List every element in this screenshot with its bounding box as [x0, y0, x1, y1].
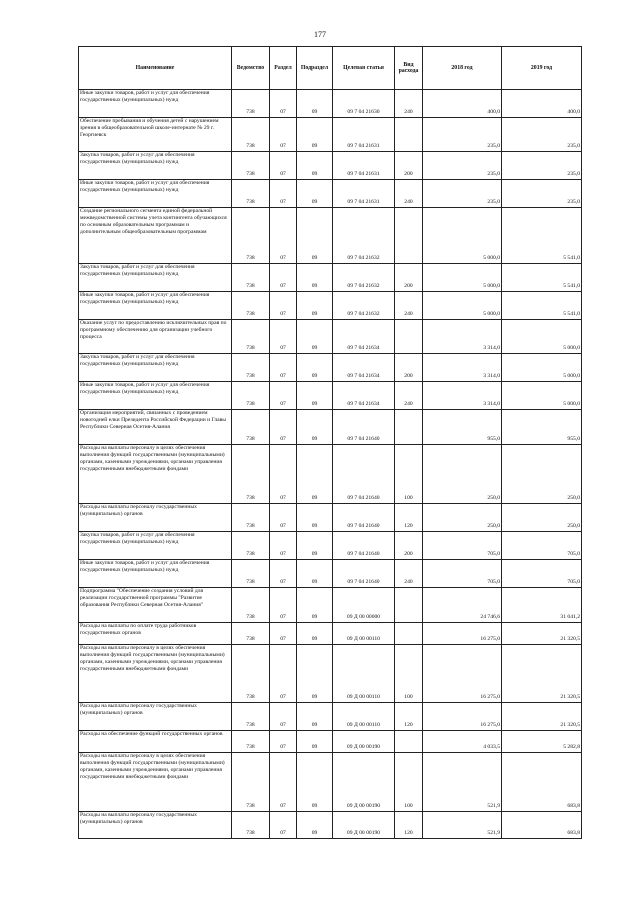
cell-y2018: 16 275,0: [423, 703, 502, 731]
table-row: [79, 445, 582, 504]
cell-exp-type: [395, 588, 423, 623]
cell-dept: 738: [232, 753, 270, 812]
table-row: [79, 180, 582, 208]
cell-name: Иные закупки товаров, работ и услуг для обеспечения государственных (муниципальных) нужд: [79, 382, 232, 410]
cell-y2019: 235,0: [502, 152, 582, 180]
cell-dept: 738: [232, 731, 270, 753]
table-row: [79, 753, 582, 812]
cell-y2019: 5 000,0: [502, 320, 582, 354]
cell-exp-type: 120: [395, 703, 423, 731]
cell-y2019: 5 541,0: [502, 292, 582, 320]
cell-y2019: 5 000,0: [502, 382, 582, 410]
cell-subsection: 09: [297, 560, 333, 588]
cell-y2018: 400,0: [423, 90, 502, 118]
cell-target: 09 7 04 21634: [333, 382, 395, 410]
cell-y2018: 521,9: [423, 812, 502, 839]
table-row: [79, 382, 582, 410]
cell-y2019: 235,0: [502, 118, 582, 152]
cell-subsection: 09: [297, 410, 333, 445]
cell-subsection: 09: [297, 753, 333, 812]
cell-dept: 738: [232, 812, 270, 839]
table-row: [79, 560, 582, 588]
cell-name: Расходы на выплаты персоналу в целях обеспечения выполнения функций государственными (муниципальными) органами, казенными учреждениями, органами управления государственными внебюджетными фондами: [79, 645, 232, 703]
cell-dept: 738: [232, 382, 270, 410]
cell-target: 09 Д 00 00110: [333, 623, 395, 645]
cell-subsection: 09: [297, 731, 333, 753]
table-row: [79, 703, 582, 731]
cell-section: 07: [270, 410, 297, 445]
cell-dept: 738: [232, 264, 270, 292]
table-row: [79, 208, 582, 264]
cell-exp-type: [395, 118, 423, 152]
cell-section: 07: [270, 382, 297, 410]
cell-dept: 738: [232, 410, 270, 445]
cell-dept: 738: [232, 504, 270, 532]
cell-exp-type: 240: [395, 560, 423, 588]
cell-exp-type: 100: [395, 645, 423, 703]
cell-target: 09 Д 00 00190: [333, 753, 395, 812]
cell-subsection: 09: [297, 152, 333, 180]
cell-exp-type: [395, 410, 423, 445]
cell-target: 09 7 04 21632: [333, 292, 395, 320]
table-row: [79, 588, 582, 623]
cell-exp-type: 200: [395, 264, 423, 292]
cell-y2019: 400,0: [502, 90, 582, 118]
cell-section: 07: [270, 623, 297, 645]
table-row: [79, 264, 582, 292]
cell-section: 07: [270, 264, 297, 292]
cell-exp-type: 100: [395, 753, 423, 812]
cell-section: 07: [270, 731, 297, 753]
cell-dept: 738: [232, 588, 270, 623]
cell-y2018: 250,0: [423, 445, 502, 504]
cell-subsection: 09: [297, 645, 333, 703]
cell-dept: 738: [232, 152, 270, 180]
cell-y2018: 16 275,0: [423, 645, 502, 703]
cell-name: Расходы на выплаты персоналу в целях обеспечения выполнения функций государственными (муниципальными) органами, казенными учреждениями, органами управления государственными внебюджетными фондами: [79, 445, 232, 504]
cell-y2019: 5 000,0: [502, 354, 582, 382]
cell-target: 09 7 04 21631: [333, 180, 395, 208]
cell-section: 07: [270, 445, 297, 504]
cell-section: 07: [270, 90, 297, 118]
cell-dept: 738: [232, 703, 270, 731]
cell-dept: 738: [232, 292, 270, 320]
cell-subsection: 09: [297, 118, 333, 152]
cell-target: 09 7 04 21631: [333, 152, 395, 180]
cell-y2018: 24 746,6: [423, 588, 502, 623]
cell-y2019: 683,8: [502, 812, 582, 839]
cell-dept: 738: [232, 118, 270, 152]
cell-exp-type: 240: [395, 90, 423, 118]
cell-exp-type: 200: [395, 354, 423, 382]
cell-subsection: 09: [297, 354, 333, 382]
cell-section: 07: [270, 645, 297, 703]
cell-name: Подпрограмма "Обеспечение создания условий для реализации государственной программы "Развитие образования Республики Северная Осетия-Алания": [79, 588, 232, 623]
cell-target: 09 7 04 21632: [333, 208, 395, 264]
cell-name: Организация мероприятий, связанных с проведением новогодней елки Президента Российской Федерации и Главы Республики Северная Осетия-Алания: [79, 410, 232, 445]
cell-y2018: 3 314,0: [423, 382, 502, 410]
cell-y2018: 705,0: [423, 532, 502, 560]
cell-target: 09 Д 00 00110: [333, 645, 395, 703]
col-header-dept: Ведомство: [232, 47, 270, 90]
table-row: [79, 152, 582, 180]
table-row: [79, 354, 582, 382]
cell-y2019: 31 041,2: [502, 588, 582, 623]
col-header-exp-type: Вид расхода: [395, 47, 423, 90]
table-row: [79, 292, 582, 320]
table-row: [79, 623, 582, 645]
table-body: [79, 90, 582, 839]
cell-y2019: 250,0: [502, 504, 582, 532]
cell-y2018: 235,0: [423, 118, 502, 152]
cell-dept: 738: [232, 320, 270, 354]
cell-section: 07: [270, 118, 297, 152]
cell-exp-type: 100: [395, 445, 423, 504]
cell-target: 09 7 04 21640: [333, 532, 395, 560]
cell-name: Закупка товаров, работ и услуг для обеспечения государственных (муниципальных) нужд: [79, 532, 232, 560]
cell-y2019: 21 320,5: [502, 623, 582, 645]
cell-y2018: 5 000,0: [423, 208, 502, 264]
cell-target: 09 Д 00 00110: [333, 703, 395, 731]
cell-subsection: 09: [297, 812, 333, 839]
cell-exp-type: 240: [395, 180, 423, 208]
table-row: [79, 118, 582, 152]
cell-y2019: 250,0: [502, 445, 582, 504]
cell-dept: 738: [232, 645, 270, 703]
cell-section: 07: [270, 208, 297, 264]
cell-subsection: 09: [297, 180, 333, 208]
cell-name: Расходы на обеспечение функций государственных органов: [79, 731, 232, 753]
budget-table: [78, 46, 582, 839]
col-header-section: Раздел: [270, 47, 297, 90]
cell-subsection: 09: [297, 623, 333, 645]
cell-subsection: 09: [297, 504, 333, 532]
cell-section: 07: [270, 292, 297, 320]
cell-y2018: 250,0: [423, 504, 502, 532]
cell-y2019: 955,0: [502, 410, 582, 445]
col-header-target: Целевая статья: [333, 47, 395, 90]
cell-dept: 738: [232, 180, 270, 208]
table-row: [79, 504, 582, 532]
table-row: [79, 731, 582, 753]
cell-y2019: 683,8: [502, 753, 582, 812]
cell-y2019: 21 320,5: [502, 703, 582, 731]
cell-section: 07: [270, 812, 297, 839]
cell-exp-type: [395, 731, 423, 753]
cell-subsection: 09: [297, 208, 333, 264]
cell-dept: 738: [232, 560, 270, 588]
table-row: [79, 320, 582, 354]
cell-section: 07: [270, 560, 297, 588]
cell-y2018: 5 000,0: [423, 264, 502, 292]
cell-section: 07: [270, 588, 297, 623]
cell-section: 07: [270, 354, 297, 382]
cell-exp-type: 200: [395, 532, 423, 560]
cell-y2018: 521,9: [423, 753, 502, 812]
cell-dept: 738: [232, 354, 270, 382]
cell-subsection: 09: [297, 382, 333, 410]
cell-target: 09 7 04 21634: [333, 320, 395, 354]
cell-target: 09 7 04 21640: [333, 560, 395, 588]
cell-name: Расходы на выплаты персоналу в целях обеспечения выполнения функций государственными (муниципальными) органами, казенными учреждениями, органами управления государственными внебюджетными фондами: [79, 753, 232, 812]
cell-target: 09 7 04 21640: [333, 410, 395, 445]
cell-target: 09 7 04 21632: [333, 264, 395, 292]
cell-target: 09 7 04 21640: [333, 445, 395, 504]
cell-y2019: 5 541,0: [502, 208, 582, 264]
cell-y2018: 955,0: [423, 410, 502, 445]
cell-name: Иные закупки товаров, работ и услуг для обеспечения государственных (муниципальных) нужд: [79, 90, 232, 118]
cell-dept: 738: [232, 532, 270, 560]
cell-target: 09 Д 00 00190: [333, 812, 395, 839]
table-row: [79, 645, 582, 703]
cell-subsection: 09: [297, 703, 333, 731]
cell-name: Расходы на выплаты по оплате труда работников государственных органов: [79, 623, 232, 645]
cell-name: Иные закупки товаров, работ и услуг для обеспечения государственных (муниципальных) нужд: [79, 292, 232, 320]
col-header-subsection: Подраздел: [297, 47, 333, 90]
cell-y2018: 3 314,0: [423, 320, 502, 354]
cell-y2018: 235,0: [423, 180, 502, 208]
cell-target: 09 7 04 21634: [333, 354, 395, 382]
cell-subsection: 09: [297, 264, 333, 292]
page-number: 177: [314, 30, 326, 39]
cell-y2018: 4 033,5: [423, 731, 502, 753]
cell-exp-type: 120: [395, 812, 423, 839]
table-row: [79, 812, 582, 839]
cell-section: 07: [270, 532, 297, 560]
col-header-2018: 2018 год: [423, 47, 502, 90]
cell-subsection: 09: [297, 292, 333, 320]
cell-dept: 738: [232, 208, 270, 264]
table-row: [79, 532, 582, 560]
cell-y2018: 3 314,0: [423, 354, 502, 382]
cell-name: Закупка товаров, работ и услуг для обеспечения государственных (муниципальных) нужд: [79, 264, 232, 292]
cell-name: Создание регионального сегмента единой федеральной межведомственной системы учета контингента обучающихся по основным образовательным программам и дополнительным общеобразовательным программам: [79, 208, 232, 264]
table-header-row: [79, 47, 582, 90]
cell-exp-type: 240: [395, 292, 423, 320]
cell-name: Расходы на выплаты персоналу государственных (муниципальных) органов: [79, 703, 232, 731]
cell-name: Иные закупки товаров, работ и услуг для обеспечения государственных (муниципальных) нужд: [79, 180, 232, 208]
cell-y2018: 16 275,0: [423, 623, 502, 645]
cell-exp-type: [395, 320, 423, 354]
col-header-2019: 2019 год: [502, 47, 582, 90]
cell-y2019: 21 320,5: [502, 645, 582, 703]
cell-subsection: 09: [297, 588, 333, 623]
cell-section: 07: [270, 703, 297, 731]
col-header-name: Наименование: [79, 47, 232, 90]
cell-name: Обеспечение пребывания и обучения детей с нарушением зрения в общеобразовательной школе-интернате № 29 г. Георгиевск: [79, 118, 232, 152]
cell-target: 09 7 04 21640: [333, 504, 395, 532]
cell-y2019: 705,0: [502, 560, 582, 588]
cell-section: 07: [270, 320, 297, 354]
cell-name: Закупка товаров, работ и услуг для обеспечения государственных (муниципальных) нужд: [79, 152, 232, 180]
cell-section: 07: [270, 152, 297, 180]
cell-exp-type: [395, 208, 423, 264]
cell-dept: 738: [232, 445, 270, 504]
cell-name: Расходы на выплаты персоналу государственных (муниципальных) органов: [79, 812, 232, 839]
cell-y2018: 705,0: [423, 560, 502, 588]
table-row: [79, 90, 582, 118]
cell-section: 07: [270, 504, 297, 532]
cell-y2019: 5 541,0: [502, 264, 582, 292]
cell-name: Расходы на выплаты персоналу государственных (муниципальных) органов: [79, 504, 232, 532]
cell-target: 09 Д 00 00190: [333, 731, 395, 753]
cell-y2018: 5 000,0: [423, 292, 502, 320]
cell-section: 07: [270, 180, 297, 208]
cell-target: 09 7 04 21630: [333, 90, 395, 118]
cell-y2019: 5 282,8: [502, 731, 582, 753]
cell-exp-type: 240: [395, 382, 423, 410]
cell-dept: 738: [232, 623, 270, 645]
cell-y2019: 235,0: [502, 180, 582, 208]
cell-subsection: 09: [297, 90, 333, 118]
cell-target: 09 7 04 21631: [333, 118, 395, 152]
cell-name: Закупка товаров, работ и услуг для обеспечения государственных (муниципальных) нужд: [79, 354, 232, 382]
cell-name: Иные закупки товаров, работ и услуг для обеспечения государственных (муниципальных) нужд: [79, 560, 232, 588]
cell-subsection: 09: [297, 445, 333, 504]
cell-section: 07: [270, 753, 297, 812]
cell-dept: 738: [232, 90, 270, 118]
cell-subsection: 09: [297, 320, 333, 354]
cell-exp-type: [395, 623, 423, 645]
table-row: [79, 410, 582, 445]
cell-subsection: 09: [297, 532, 333, 560]
cell-target: 09 Д 00 00000: [333, 588, 395, 623]
cell-y2018: 235,0: [423, 152, 502, 180]
cell-exp-type: 120: [395, 504, 423, 532]
cell-y2019: 705,0: [502, 532, 582, 560]
cell-name: Оказание услуг по предоставлению исключительных прав по программному обеспечению для организации учебного процесса: [79, 320, 232, 354]
cell-exp-type: 200: [395, 152, 423, 180]
